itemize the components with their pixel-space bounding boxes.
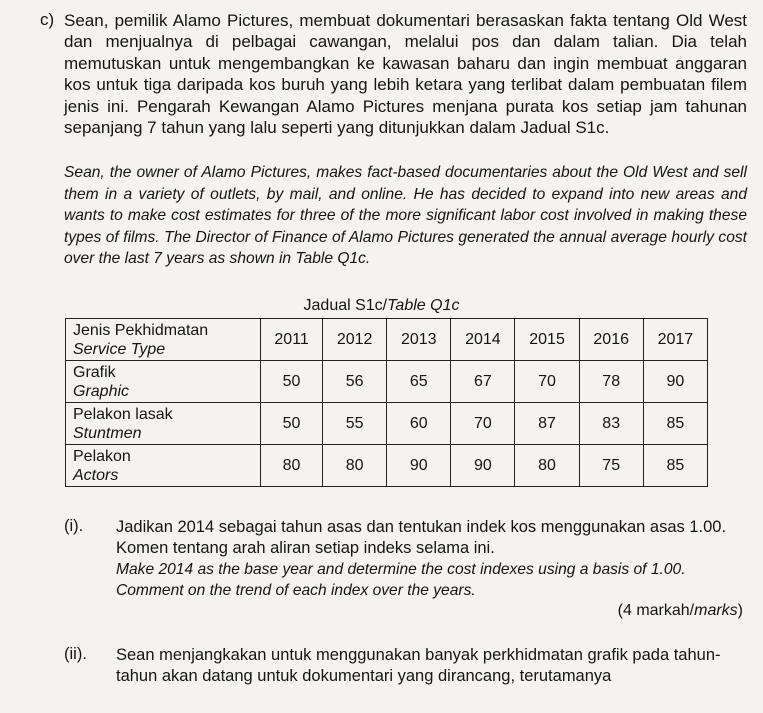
- question-text-malay: [64, 10, 747, 138]
- table-cell: 60: [387, 403, 451, 445]
- subquestion-i-malay: Jadikan 2014 sebagai tahun asas dan tentukan indek kos menggunakan asas 1.00. Komen tentang arah aliran setiap indeks selama ini.: [116, 518, 727, 557]
- table-row-stuntmen: [66, 403, 708, 445]
- marks-close: ): [737, 602, 743, 619]
- table-cell: 67: [451, 361, 515, 403]
- table-cell: 80: [515, 445, 579, 487]
- row-label: [66, 445, 261, 487]
- header-year: 2017: [643, 319, 707, 361]
- table-cell: 90: [451, 445, 515, 487]
- table-cell: 80: [261, 445, 323, 487]
- header-year: 2012: [323, 319, 387, 361]
- header-year: 2016: [579, 319, 643, 361]
- subquestion-i-number: (i).: [64, 517, 84, 535]
- table-caption-malay: Jadual S1c/: [303, 297, 388, 314]
- row-label-english: Graphic: [73, 382, 130, 400]
- table-cell: 90: [387, 445, 451, 487]
- header-service-type-english: Service Type: [73, 340, 166, 358]
- table-caption: [0, 297, 763, 315]
- table-header-row: [66, 319, 708, 361]
- table-cell: 65: [387, 361, 451, 403]
- table-row-graphic: [66, 361, 708, 403]
- table-row-actors: [66, 445, 708, 487]
- table-cell: 83: [579, 403, 643, 445]
- row-label-malay: Pelakon lasak: [73, 405, 173, 423]
- table-cell: 85: [643, 403, 707, 445]
- table-cell: 80: [323, 445, 387, 487]
- table-cell: 87: [515, 403, 579, 445]
- header-service-type: [66, 319, 261, 361]
- cost-table: [65, 318, 708, 487]
- marks-english: marks: [694, 602, 738, 619]
- table-cell: 75: [579, 445, 643, 487]
- table-cell: 70: [451, 403, 515, 445]
- subquestion-i-english: Make 2014 as the base year and determine the cost indexes using a basis of 1.00. Comment on the trend of each index over the years.: [116, 561, 686, 599]
- table-cell: 85: [643, 445, 707, 487]
- header-year: 2015: [515, 319, 579, 361]
- table-cell: 56: [323, 361, 387, 403]
- table-cell: 50: [261, 403, 323, 445]
- subquestion-i-text: [116, 517, 746, 601]
- header-year: 2014: [451, 319, 515, 361]
- header-year: 2011: [261, 319, 323, 361]
- table-cell: 50: [261, 361, 323, 403]
- table-cell: 55: [323, 403, 387, 445]
- question-label: c): [40, 10, 55, 29]
- question-text-malay-last: dalam Jadual S1c.: [469, 118, 610, 138]
- subquestion-ii-text: Sean menjangkakan untuk menggunakan banyak perkhidmatan grafik pada tahun-tahun akan datang untuk dokumentari yang dirancang, terutamanya: [116, 646, 721, 685]
- row-label-malay: Pelakon: [73, 447, 131, 465]
- marks-label: [618, 602, 743, 620]
- question-text-english: Sean, the owner of Alamo Pictures, makes fact-based documentaries about the Old West and sell them in a variety of outlets, by mail, and online. He has decided to expand into new areas and wants to make cost estimates for three of the more significant labor cost involved in making these types of films. The Director of Finance of Alamo Pictures generated the annual average hourly cost over the last 7 years as shown in Table Q1c.: [64, 164, 747, 268]
- row-label-english: Actors: [73, 466, 119, 484]
- question-text-malay-body: Sean, pemilik Alamo Pictures, membuat dokumentari berasaskan fakta tentang Old West dan menjualnya di pelbagai cawangan, melalui pos dan dalam talian. Dia telah memutuskan untuk mengembangkan ke kawasan baharu dan ingin membuat anggaran kos untuk tiga daripada kos buruh yang lebih ketara yang terlibat dalam pembuatan filem jenis ini. Pengarah Kewangan Alamo Pictures menjana purata kos setiap jam tahunan sepanjang 7 tahun yang lalu seperti yang ditunjukkan: [64, 11, 747, 138]
- table-cell: 70: [515, 361, 579, 403]
- header-year: 2013: [387, 319, 451, 361]
- row-label-malay: Grafik: [73, 363, 116, 381]
- marks-malay: (4 markah/: [617, 602, 695, 619]
- table-cell: 90: [643, 361, 707, 403]
- row-label: [66, 361, 261, 403]
- table-caption-english: Table Q1c: [387, 297, 460, 314]
- subquestion-ii-number: (ii).: [64, 645, 87, 663]
- row-label: [66, 403, 261, 445]
- table-cell: 78: [579, 361, 643, 403]
- row-label-english: Stuntmen: [73, 424, 142, 442]
- header-service-type-malay: Jenis Pekhidmatan: [73, 321, 209, 339]
